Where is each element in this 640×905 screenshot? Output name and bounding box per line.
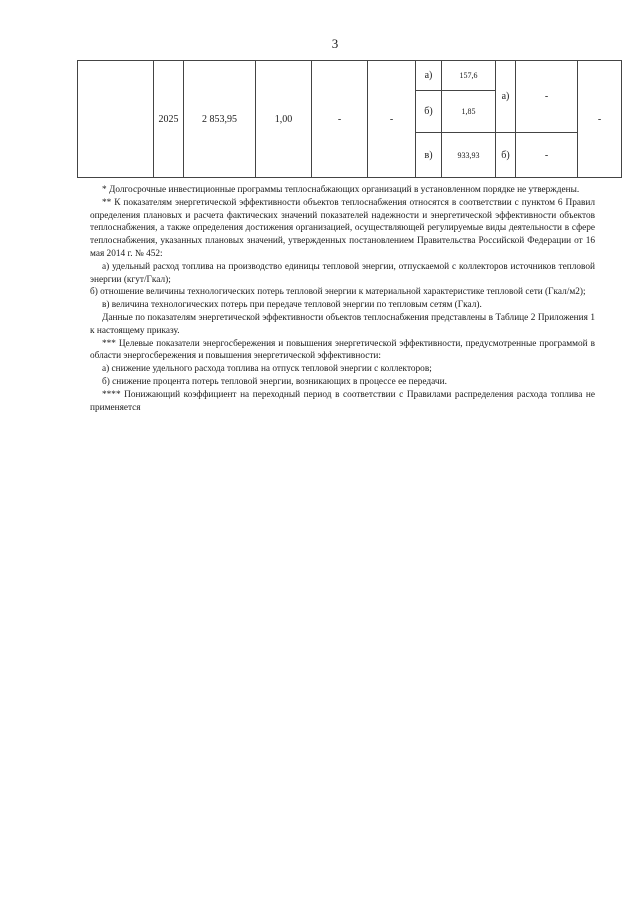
year-cell: 2025: [154, 61, 184, 178]
value-cell: 2 853,95: [184, 61, 256, 178]
dash-target-a: -: [516, 61, 578, 133]
page-number: 3: [331, 36, 339, 51]
note-2v: в) величина технологических потерь при передаче тепловой энергии по тепловым сетям (Гкал).: [102, 300, 482, 311]
value-b: 1,85: [442, 91, 496, 133]
dash-cell: -: [312, 61, 368, 178]
note-3: *** Целевые показатели энергосбережения и повышения энергетической эффективности, предусмотренные программой в области энергосбережения и повышения энергетической эффективности:: [90, 338, 595, 362]
value-a: 157,6: [442, 61, 496, 91]
note-4: **** Понижающий коэффициент на переходный период в соответствии с Правилами распределения расхода топлива не применяется: [90, 389, 595, 413]
footnotes: [90, 184, 595, 414]
note-2a: а) удельный расход топлива на производство единицы тепловой энергии, отпускаемой с коллекторов источников тепловой энергии (кгут/Гкал);: [90, 261, 595, 285]
dash-target-b: -: [516, 133, 578, 178]
coefficient-cell: 1,00: [256, 61, 312, 178]
note-2: ** К показателям энергетической эффективности объектов теплоснабжения относятся в соответствии с пунктом 6 Правил определения плановых и расчета фактических значений показателей надежности и энергетической эффективности объектов теплоснабжения, а также определения достижения организацией, осуществляющей регулируемые виды деятельности в сфере теплоснабжения, указанных плановых значений, утвержденных постановлением Правительства Российской Федерации от 16 мая 2014 г. № 452:: [90, 197, 595, 259]
label-b: б): [416, 91, 442, 133]
label-a-target: а): [496, 61, 516, 133]
value-v: 933,93: [442, 133, 496, 178]
note-3b: б) снижение процента потерь тепловой энергии, возникающих в процессе ее передачи.: [102, 376, 447, 387]
label-a: а): [416, 61, 442, 91]
dash-last: -: [578, 61, 622, 178]
indicators-table: [77, 60, 622, 178]
empty-cell: [78, 61, 154, 178]
note-2b: б) отношение величины технологических потерь тепловой энергии к материальной характеристике тепловой сети (Гкал/м2);: [90, 287, 586, 298]
note-2-data: Данные по показателям энергетической эффективности объектов теплоснабжения представлены в Таблице 2 Приложения 1 к настоящему приказу.: [90, 312, 595, 336]
label-v: в): [416, 133, 442, 178]
note-3a: а) снижение удельного расхода топлива на отпуск тепловой энергии с коллекторов;: [102, 364, 432, 375]
label-b-target: б): [496, 133, 516, 178]
dash-cell: -: [368, 61, 416, 178]
note-1: * Долгосрочные инвестиционные программы теплоснабжающих организаций в установленном порядке не утверждены.: [102, 185, 580, 195]
